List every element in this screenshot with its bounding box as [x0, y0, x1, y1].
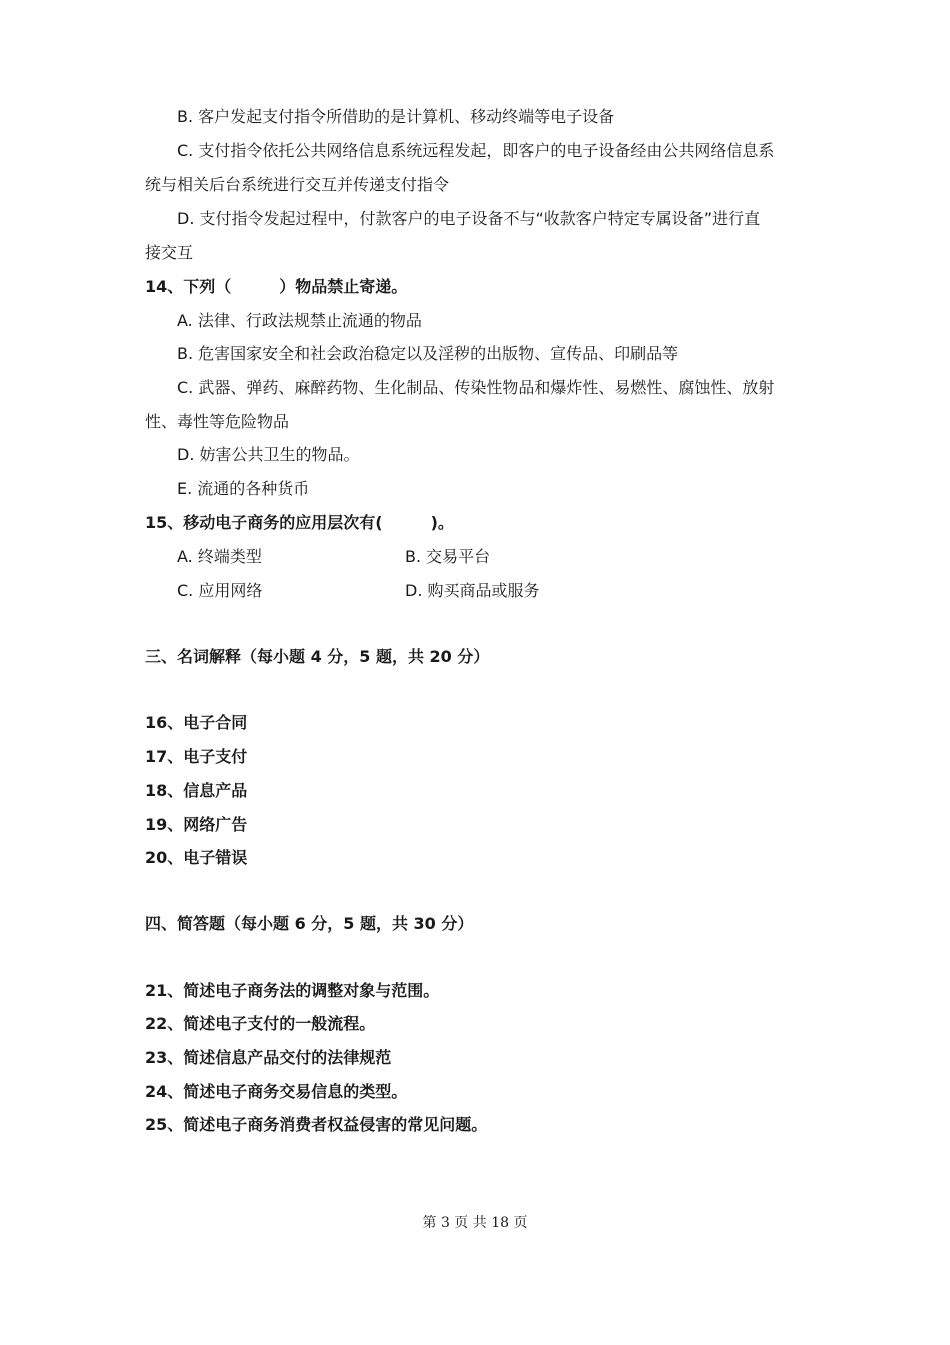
q14-stem: 14、下列（ ）物品禁止寄递。 — [145, 277, 408, 296]
section3-title: 三、名词解释（每小题 4 分，5 题，共 20 分） — [145, 647, 490, 666]
q15-stem: 15、移动电子商务的应用层次有( )。 — [145, 513, 454, 532]
q15-option-c: C. 应用网络 — [177, 581, 263, 600]
section4-title: 四、简答题（每小题 6 分，5 题，共 30 分） — [145, 914, 474, 933]
section4-item: 21、简述电子商务法的调整对象与范围。 — [145, 981, 440, 1000]
q15-option-a: A. 终端类型 — [177, 547, 262, 566]
q13-option-b: B. 客户发起支付指令所借助的是计算机、移动终端等电子设备 — [177, 107, 615, 126]
q14-option-a: A. 法律、行政法规禁止流通的物品 — [177, 311, 422, 330]
section3-item: 20、电子错误 — [145, 848, 248, 867]
q15-option-b: B. 交易平台 — [405, 547, 491, 566]
q14-option-e: E. 流通的各种货币 — [177, 479, 310, 498]
page-number: 第 3 页 共 18 页 — [422, 1215, 528, 1231]
section3-item: 19、网络广告 — [145, 815, 248, 834]
section3-item: 18、信息产品 — [145, 781, 248, 800]
section3-item: 16、电子合同 — [145, 713, 248, 732]
section4-item: 25、简述电子商务消费者权益侵害的常见问题。 — [145, 1115, 488, 1134]
q13-option-d-line1: D. 支付指令发起过程中，付款客户的电子设备不与“收款客户特定专属设备”进行直 — [177, 209, 761, 228]
q14-option-b: B. 危害国家安全和社会政治稳定以及淫秽的出版物、宣传品、印刷品等 — [177, 344, 679, 363]
q13-option-c-line1: C. 支付指令依托公共网络信息系统远程发起，即客户的电子设备经由公共网络信息系 — [177, 141, 775, 160]
q15-option-d: D. 购买商品或服务 — [405, 581, 540, 600]
q13-option-d-line2: 接交互 — [145, 243, 194, 262]
section4-item: 24、简述电子商务交易信息的类型。 — [145, 1082, 408, 1101]
q13-option-c-line2: 统与相关后台系统进行交互并传递支付指令 — [145, 175, 450, 194]
section4-item: 22、简述电子支付的一般流程。 — [145, 1014, 376, 1033]
q14-option-d: D. 妨害公共卫生的物品。 — [177, 445, 360, 464]
q14-option-c-line2: 性、毒性等危险物品 — [145, 412, 290, 431]
q14-option-c-line1: C. 武器、弹药、麻醉药物、生化制品、传染性物品和爆炸性、易燃性、腐蚀性、放射 — [177, 378, 775, 397]
section3-item: 17、电子支付 — [145, 747, 248, 766]
section4-item: 23、简述信息产品交付的法律规范 — [145, 1048, 392, 1067]
